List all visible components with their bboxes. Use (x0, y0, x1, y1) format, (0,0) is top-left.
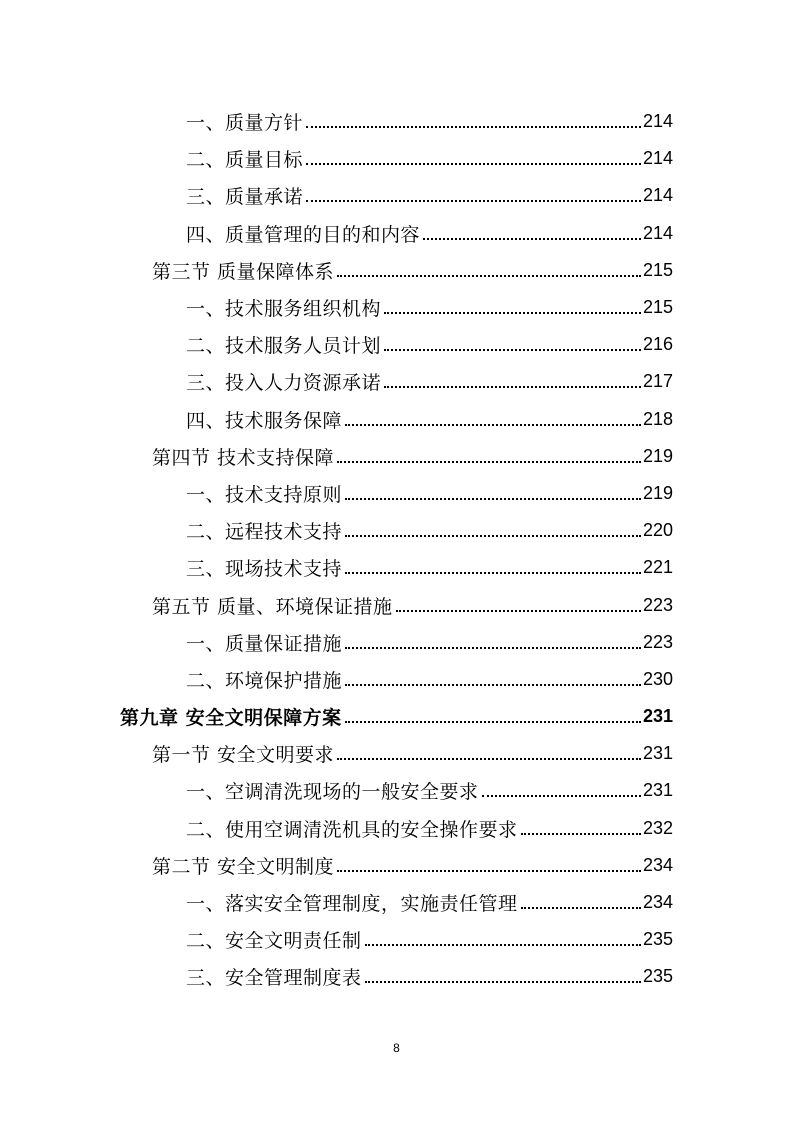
toc-entry-title: 二、安全文明责任制 (186, 930, 362, 953)
toc-dot-leader (306, 144, 641, 165)
toc-dot-leader (337, 442, 641, 463)
toc-subsection-entry[interactable] (0, 215, 793, 252)
toc-entry-title: 第四节 技术支持保障 (152, 446, 335, 469)
toc-entry-page: 235 (642, 929, 673, 950)
toc-subsection-entry[interactable] (0, 326, 793, 363)
toc-entry-title: 二、使用空调清洗机具的安全操作要求 (186, 818, 518, 841)
toc-dot-leader (345, 405, 641, 426)
toc-dot-leader (306, 107, 641, 128)
toc-dot-leader (384, 330, 641, 351)
toc-entry-title: 三、投入人力资源承诺 (186, 372, 382, 395)
toc-subsection-entry[interactable] (0, 401, 793, 438)
toc-entry-title: 二、远程技术支持 (186, 521, 343, 544)
toc-section-entry[interactable] (0, 438, 793, 475)
toc-subsection-entry[interactable] (0, 363, 793, 400)
toc-entry-title: 一、落实安全管理制度，实施责任管理 (186, 893, 518, 916)
toc-dot-leader (365, 962, 641, 983)
toc-dot-leader (337, 851, 641, 872)
toc-entry-page: 234 (642, 892, 673, 913)
toc-entry-page: 214 (642, 185, 673, 206)
toc-dot-leader (482, 776, 641, 797)
toc-entry-page: 214 (642, 111, 673, 132)
toc-entry-page: 219 (642, 445, 673, 466)
toc-entry-title: 二、环境保护措施 (186, 669, 343, 692)
toc-entry-page: 235 (642, 966, 673, 987)
toc-subsection-entry[interactable] (0, 772, 793, 809)
toc-dot-leader (345, 628, 641, 649)
toc-dot-leader (345, 665, 641, 686)
toc-subsection-entry[interactable] (0, 512, 793, 549)
toc-subsection-entry[interactable] (0, 921, 793, 958)
toc-entry-title: 第一节 安全文明要求 (152, 744, 335, 767)
toc-dot-leader (345, 516, 641, 537)
toc-entry-title: 三、质量承诺 (186, 186, 304, 209)
page-number: 8 (393, 1041, 400, 1055)
toc-entry-page: 231 (642, 780, 673, 801)
toc-dot-leader (337, 256, 641, 277)
toc-entry-page: 230 (642, 668, 673, 689)
toc-entry-page: 231 (642, 743, 673, 764)
toc-dot-leader (365, 925, 641, 946)
toc-entry-title: 一、空调清洗现场的一般安全要求 (186, 781, 479, 804)
toc-entry-page: 223 (642, 594, 673, 615)
toc-dot-leader (423, 219, 641, 240)
table-of-contents (0, 103, 793, 996)
toc-subsection-entry[interactable] (0, 661, 793, 698)
toc-entry-title: 第五节 质量、环境保证措施 (152, 595, 393, 618)
toc-subsection-entry[interactable] (0, 958, 793, 995)
toc-entry-page: 215 (642, 259, 673, 280)
toc-subsection-entry[interactable] (0, 884, 793, 921)
toc-dot-leader (384, 293, 641, 314)
toc-entry-page: 220 (642, 520, 673, 541)
toc-dot-leader (521, 814, 641, 835)
toc-entry-page: 231 (642, 706, 673, 727)
toc-entry-title: 二、质量目标 (186, 149, 304, 172)
toc-entry-page: 219 (642, 482, 673, 503)
toc-section-entry[interactable] (0, 586, 793, 623)
toc-dot-leader (345, 553, 641, 574)
toc-subsection-entry[interactable] (0, 549, 793, 586)
toc-entry-title: 第三节 质量保障体系 (152, 260, 335, 283)
toc-entry-page: 234 (642, 854, 673, 875)
toc-entry-title: 第九章 安全文明保障方案 (120, 707, 342, 730)
toc-subsection-entry[interactable] (0, 103, 793, 140)
toc-dot-leader (306, 181, 641, 202)
toc-entry-title: 一、质量保证措施 (186, 632, 343, 655)
toc-entry-page: 217 (642, 371, 673, 392)
toc-subsection-entry[interactable] (0, 289, 793, 326)
toc-subsection-entry[interactable] (0, 475, 793, 512)
toc-subsection-entry[interactable] (0, 624, 793, 661)
toc-section-entry[interactable] (0, 847, 793, 884)
toc-entry-page: 232 (642, 817, 673, 838)
toc-subsection-entry[interactable] (0, 810, 793, 847)
toc-dot-leader (345, 479, 641, 500)
toc-entry-page: 216 (642, 334, 673, 355)
toc-entry-title: 四、质量管理的目的和内容 (186, 223, 421, 246)
toc-dot-leader (384, 367, 641, 388)
toc-chapter-entry[interactable] (0, 698, 793, 735)
toc-entry-page: 214 (642, 222, 673, 243)
toc-entry-page: 221 (642, 557, 673, 578)
toc-subsection-entry[interactable] (0, 177, 793, 214)
toc-entry-page: 223 (642, 631, 673, 652)
toc-dot-leader (337, 739, 641, 760)
toc-entry-page: 218 (642, 408, 673, 429)
toc-dot-leader (396, 591, 641, 612)
toc-dot-leader (521, 888, 641, 909)
toc-entry-title: 四、技术服务保障 (186, 409, 343, 432)
toc-entry-title: 三、现场技术支持 (186, 558, 343, 581)
toc-entry-page: 214 (642, 148, 673, 169)
toc-entry-title: 三、安全管理制度表 (186, 967, 362, 990)
toc-entry-page: 215 (642, 297, 673, 318)
toc-subsection-entry[interactable] (0, 140, 793, 177)
toc-entry-title: 一、技术服务组织机构 (186, 298, 382, 321)
toc-entry-title: 二、技术服务人员计划 (186, 335, 382, 358)
toc-section-entry[interactable] (0, 252, 793, 289)
toc-entry-title: 一、质量方针 (186, 112, 304, 135)
toc-entry-title: 第二节 安全文明制度 (152, 855, 335, 878)
toc-section-entry[interactable] (0, 735, 793, 772)
toc-dot-leader (345, 702, 641, 723)
toc-entry-title: 一、技术支持原则 (186, 483, 343, 506)
